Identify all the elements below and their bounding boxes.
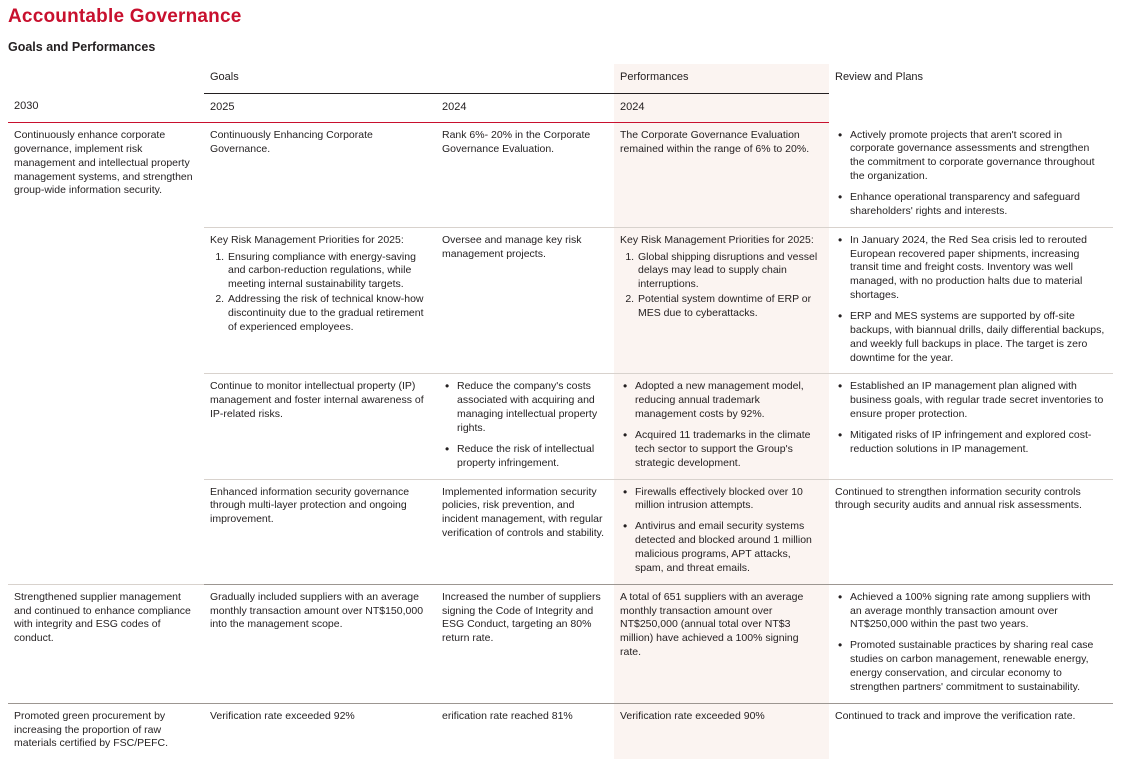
- page: [0, 6, 1121, 750]
- list-item: 1. Global shipping disruptions and vessel delays may lead to supply chain interruptions.: [637, 251, 821, 293]
- year-header-performance-2024: 2024: [614, 93, 829, 123]
- group-header-review-and-plans: Review and Plans: [835, 71, 924, 83]
- goal-2024-ip: [436, 374, 614, 479]
- list-item: • Reduce the company's costs associated with acquiring and managing intellectual property rights.: [455, 380, 606, 435]
- page-subtitle: Goals and Performances: [8, 40, 156, 54]
- table-row: [8, 123, 1113, 228]
- review-ip: [829, 374, 1113, 479]
- list-item: • Enhance operational transparency and safeguard shareholders' rights and interests.: [848, 191, 1105, 219]
- review-supplier: [829, 584, 1113, 703]
- table-row: [8, 703, 1113, 759]
- performance-2024-green-procurement: Verification rate exceeded 90%: [614, 703, 829, 759]
- goal-2025-risk: [204, 227, 436, 374]
- list-item: • Promoted sustainable practices by sharing real case studies on carbon management, renewable energy, energy conservation, and circular economy to strengthen partners' commitment to sustainability.: [848, 639, 1105, 694]
- list-item: • Adopted a new management model, reducing annual trademark management costs by 92%.: [633, 380, 821, 422]
- goal-2030-green-procurement: Promoted green procurement by increasing the proportion of raw materials certified by FSC/PEFC.: [14, 709, 169, 750]
- list-item: 1. Ensuring compliance with energy-saving and carbon-reduction regulations, while meeting internal sustainability targets.: [227, 251, 428, 293]
- review-green-procurement: Continued to track and improve the verification rate.: [835, 709, 1076, 722]
- performance-2024-risk: [614, 227, 829, 374]
- review-governance: [829, 123, 1113, 228]
- performance-2024-governance: The Corporate Governance Evaluation remained within the range of 6% to 20%.: [614, 123, 829, 228]
- performance-2024-infosec: [614, 479, 829, 584]
- goal-2025-infosec: Enhanced information security governance through multi-layer protection and ongoing improvement.: [204, 479, 436, 584]
- goal-2030-governance: Continuously enhance corporate governance, implement risk management and intellectual property management systems, and strengthen group-wide information security.: [8, 123, 204, 585]
- list-item: • Antivirus and email security systems detected and blocked around 1 million malicious programs, APT attacks, spam, and threat emails.: [633, 520, 821, 575]
- goal-2025-supplier: Gradually included suppliers with an average monthly transaction amount over NT$150,000 into the management scope.: [204, 584, 436, 703]
- list-item: • Actively promote projects that aren't scored in corporate governance assessments and strengthen the commitment to corporate governance throughout the organization.: [848, 129, 1105, 184]
- list-item: • Mitigated risks of IP infringement and explored cost-reduction solutions in IP management.: [848, 429, 1105, 457]
- goal-2025-ip: Continue to monitor intellectual property (IP) management and foster internal awareness of IP-related risks.: [204, 374, 436, 479]
- goal-2024-governance: Rank 6%- 20% in the Corporate Governance Evaluation.: [436, 123, 614, 228]
- list-item: • Reduce the risk of intellectual property infringement.: [455, 443, 606, 471]
- list-item: • Established an IP management plan aligned with business goals, with regular trade secret inventories to ensure proper protection.: [848, 380, 1105, 422]
- list-item: • ERP and MES systems are supported by off-site backups, with biannual drills, daily differential backups, and weekly full backups in place. The target is zero downtime for the year.: [848, 310, 1105, 365]
- list-item: • Achieved a 100% signing rate among suppliers with an average monthly transaction amount over NT$250,000 within the past two years.: [848, 591, 1105, 633]
- page-title: Accountable Governance: [8, 6, 242, 27]
- goal-2024-risk: Oversee and manage key risk management projects.: [436, 227, 614, 374]
- group-header-performances: Performances: [614, 64, 829, 93]
- year-header-2024: 2024: [436, 93, 614, 123]
- year-header-2030: 2030: [8, 93, 204, 123]
- year-header-2025: 2025: [204, 93, 436, 123]
- goals-performances-table: [8, 64, 1113, 759]
- performance-2024-ip: [614, 374, 829, 479]
- list-item: • In January 2024, the Red Sea crisis led to rerouted European recovered paper shipments, increasing transit time and freight costs. Inventory was well managed, with no production halts due to material shortages.: [848, 234, 1105, 303]
- review-risk: [829, 227, 1113, 374]
- goal-2030-supplier: Strengthened supplier management and continued to enhance compliance with integrity and ESG codes of conduct.: [8, 584, 204, 703]
- performance-2024-supplier: A total of 651 suppliers with an average monthly transaction amount over NT$250,000 (annual total over NT$3 million) have achieved a 100% signing rate.: [614, 584, 829, 703]
- goal-2024-supplier: Increased the number of suppliers signing the Code of Integrity and ESG Conduct, targeting an 80% return rate.: [436, 584, 614, 703]
- goal-2025-risk-title: Key Risk Management Priorities for 2025:: [210, 233, 404, 246]
- goal-2024-green-procurement: erification rate reached 81%: [442, 709, 573, 722]
- group-header-empty: [8, 64, 204, 93]
- list-item: • Firewalls effectively blocked over 10 million intrusion attempts.: [633, 486, 821, 514]
- table-row: [8, 584, 1113, 703]
- list-item: 2. Addressing the risk of technical know-how discontinuity due to the gradual retirement of experienced employees.: [227, 293, 428, 335]
- review-infosec: Continued to strengthen information security controls through security audits and annual risk assessments.: [829, 479, 1113, 584]
- goal-2024-infosec: Implemented information security policies, risk prevention, and incident management, with regular verification of controls and stability.: [436, 479, 614, 584]
- list-item: • Acquired 11 trademarks in the climate tech sector to support the Group's strategic development.: [633, 429, 821, 471]
- goal-2025-governance: Continuously Enhancing Corporate Governance.: [204, 123, 436, 228]
- performance-risk-title: Key Risk Management Priorities for 2025:: [620, 233, 814, 246]
- goal-2025-green-procurement: Verification rate exceeded 92%: [210, 709, 355, 722]
- group-header-row: [8, 64, 1113, 93]
- group-header-goals: Goals: [204, 64, 614, 93]
- list-item: 2. Potential system downtime of ERP or MES due to cyberattacks.: [637, 293, 821, 321]
